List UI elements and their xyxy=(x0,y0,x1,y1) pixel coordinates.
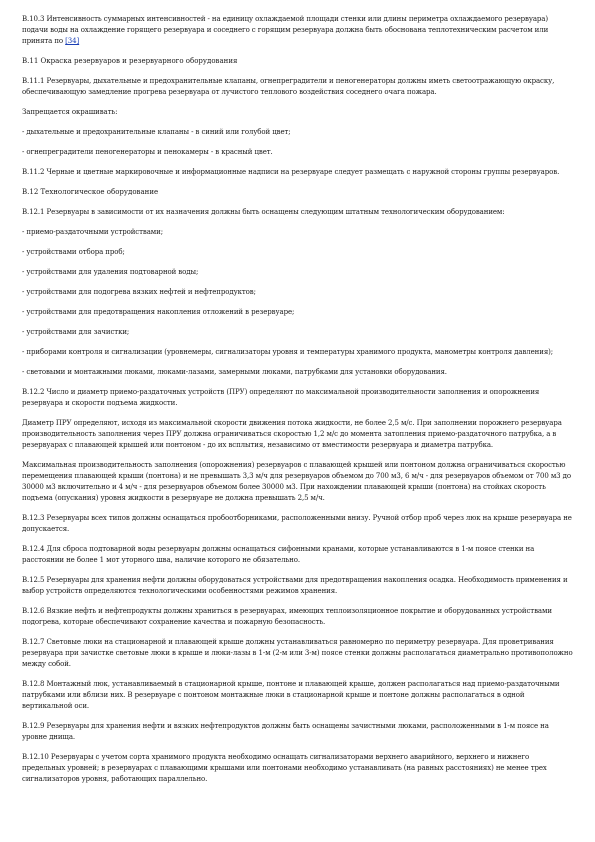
heading-b11-text: В.11 Окраска резервуаров и резервуарного оборудования xyxy=(22,57,238,65)
paragraph xyxy=(22,679,573,712)
para-b12-10-text: В.12.10 Резервуары с учетом сорта хранимого продукта необходимо оснащать сигнализаторами верхнего аварийного, верхнего и нижнего предельных уровней; в резервуарах с плавающими крышами или понтонами необходимо устанавливать (на равных расстояниях) не менее трех сигнализаторов уровня, работающих параллельно. xyxy=(22,753,547,783)
document-page xyxy=(22,14,573,794)
paragraph xyxy=(22,167,573,178)
paragraph xyxy=(22,147,573,158)
para-list-8-text: - световыми и монтажными люками, люками-лазами, замерными люками, патрубками для установки оборудования. xyxy=(22,368,447,376)
paragraph xyxy=(22,544,573,566)
document-body xyxy=(22,14,573,785)
paragraph xyxy=(22,247,573,258)
paragraph xyxy=(22,287,573,298)
paragraph xyxy=(22,127,573,138)
para-b12-8-text: В.12.8 Монтажный люк, устанавливаемый в стационарной крыше, понтоне и плавающей крыше, должен располагаться над приемо-раздаточными патрубками или вблизи них. В резервуаре с понтоном монтажные люки в стационарной крыше и понтоне должны располагаться в одной вертикальной оси. xyxy=(22,680,560,710)
para-list-5-text: - устройствами для предотвращения накопления отложений в резервуаре; xyxy=(22,308,295,316)
para-list-3-text: - устройствами для удаления подтоварной воды; xyxy=(22,268,199,276)
paragraph xyxy=(22,76,573,98)
paragraph xyxy=(22,752,573,785)
heading-b12-text: В.12 Технологическое оборудование xyxy=(22,188,159,196)
para-allowed-1-text: - дыхательные и предохранительные клапаны - в синий или голубой цвет; xyxy=(22,128,291,136)
paragraph xyxy=(22,307,573,318)
paragraph xyxy=(22,207,573,218)
paragraph xyxy=(22,107,573,118)
para-list-2-text: - устройствами отбора проб; xyxy=(22,248,125,256)
para-b12-3-text: В.12.3 Резервуары всех типов должны оснащаться пробоотборниками, расположенными внизу. Ручной отбор проб через люк на крыше резервуара не допускается. xyxy=(22,514,572,533)
paragraph xyxy=(22,460,573,504)
reference-link[interactable]: [34] xyxy=(65,37,80,45)
paragraph xyxy=(22,513,573,535)
para-list-4-text: - устройствами для подогрева вязких нефтей и нефтепродуктов; xyxy=(22,288,256,296)
section-heading xyxy=(22,187,573,198)
para-b12-6-text: В.12.6 Вязкие нефть и нефтепродукты должны храниться в резервуарах, имеющих теплоизоляционное покрытие и оборудованных устройствами подогрева, которые обеспечивают сохранение качества и пожарную безопасность. xyxy=(22,607,552,626)
para-list-1-text: - приемо-раздаточными устройствами; xyxy=(22,228,163,236)
paragraph xyxy=(22,418,573,451)
para-b12-7-text: В.12.7 Световые люки на стационарной и плавающей крыше должны устанавливаться равномерно по периметру резервуара. Для проветривания резервуара при зачистке световые люки в крыше и люки-лазы в 1-м (2-м или 3-м) поясе стенки должны располагаться диаметрально противоположно между собой. xyxy=(22,638,573,668)
para-b12-2a-text: Диаметр ПРУ определяют, исходя из максимальной скорости движения потока жидкости, не более 2,5 м/с. При заполнении порожнего резервуара производительность заполнения через ПРУ должна ограничиваться скоростью 1,2 м/с до момента затопления приемо-раздаточного патрубка, а в резервуарах с плавающей крышей или понтоном - до их всплытия, независимо от вместимости резервуара и диаметра патрубка. xyxy=(22,419,562,449)
section-heading xyxy=(22,56,573,67)
para-b12-9-text: В.12.9 Резервуары для хранения нефти и вязких нефтепродуктов должны быть оснащены зачистными люками, расположенными в 1-м поясе на уровне днища. xyxy=(22,722,549,741)
para-b11-1-text: В.11.1 Резервуары, дыхательные и предохранительные клапаны, огнепреградители и пеногенераторы должны иметь светоотражающую окраску, обеспечивающую замедление прогрева резервуара от лучистого теплового воздействия соседнего очага пожара. xyxy=(22,77,555,96)
para-allowed-2-text: - огнепреградители пеногенераторы и пенокамеры - в красный цвет. xyxy=(22,148,273,156)
para-allowed-text: Запрещается окрашивать: xyxy=(22,108,118,116)
para-b12-5-text: В.12.5 Резервуары для хранения нефти должны оборудоваться устройствами для предотвращения накопления осадка. Необходимость применения и выбор устройств определяются технологическими особенностями режимов хранения. xyxy=(22,576,568,595)
para-b12-2b-text: Максимальная производительность заполнения (опорожнения) резервуаров с плавающей крышей или понтоном должна ограничиваться скоростью перемещения плавающей крыши (понтона) и не превышать 3,3 м/ч для резервуаров объемом до 700 м3, 6 м/ч - для резервуаров объемом от 700 м3 до 30000 м3 включительно и 4 м/ч - для резервуаров объемом более 30000 м3. При нахождении плавающей крыши (понтона) на стойках скорость подъема (опускания) уровня жидкости в резервуаре не должна превышать 2,5 м/ч. xyxy=(22,461,571,502)
para-b12-1-text: В.12.1 Резервуары в зависимости от их назначения должны быть оснащены следующим штатным технологическим оборудованием: xyxy=(22,208,505,216)
paragraph xyxy=(22,575,573,597)
para-b11-2-text: В.11.2 Черные и цветные маркировочные и информационные надписи на резервуаре следует размещать с наружной стороны группы резервуаров. xyxy=(22,168,560,176)
para-b10-3-text: В.10.3 Интенсивность суммарных интенсивностей - на единицу охлаждаемой площади стенки или длины периметра охлаждаемого резервуара) подачи воды на охлаждение горящего резервуара и соседнего с горящим резервуара должна быть обоснована теплотехническим расчетом или принята по xyxy=(22,15,549,45)
paragraph xyxy=(22,606,573,628)
paragraph xyxy=(22,14,573,47)
paragraph xyxy=(22,637,573,670)
paragraph xyxy=(22,387,573,409)
paragraph xyxy=(22,347,573,358)
paragraph xyxy=(22,367,573,378)
paragraph xyxy=(22,227,573,238)
para-list-6-text: - устройствами для зачистки; xyxy=(22,328,130,336)
para-b12-4-text: В.12.4 Для сброса подтоварной воды резервуары должны оснащаться сифонными кранами, которые устанавливаются в 1-м поясе стенки на расстоянии не более 1 мот уторного шва, наличие которого не обязательно. xyxy=(22,545,535,564)
paragraph xyxy=(22,721,573,743)
para-list-7-text: - приборами контроля и сигнализации (уровнемеры, сигнализаторы уровня и температуры хранимого продукта, манометры контроля давления); xyxy=(22,348,554,356)
paragraph xyxy=(22,267,573,278)
para-b12-2-text: В.12.2 Число и диаметр приемо-раздаточных устройств (ПРУ) определяют по максимальной производительности заполнения и опорожнения резервуара и скорости подъема жидкости. xyxy=(22,388,540,407)
paragraph xyxy=(22,327,573,338)
